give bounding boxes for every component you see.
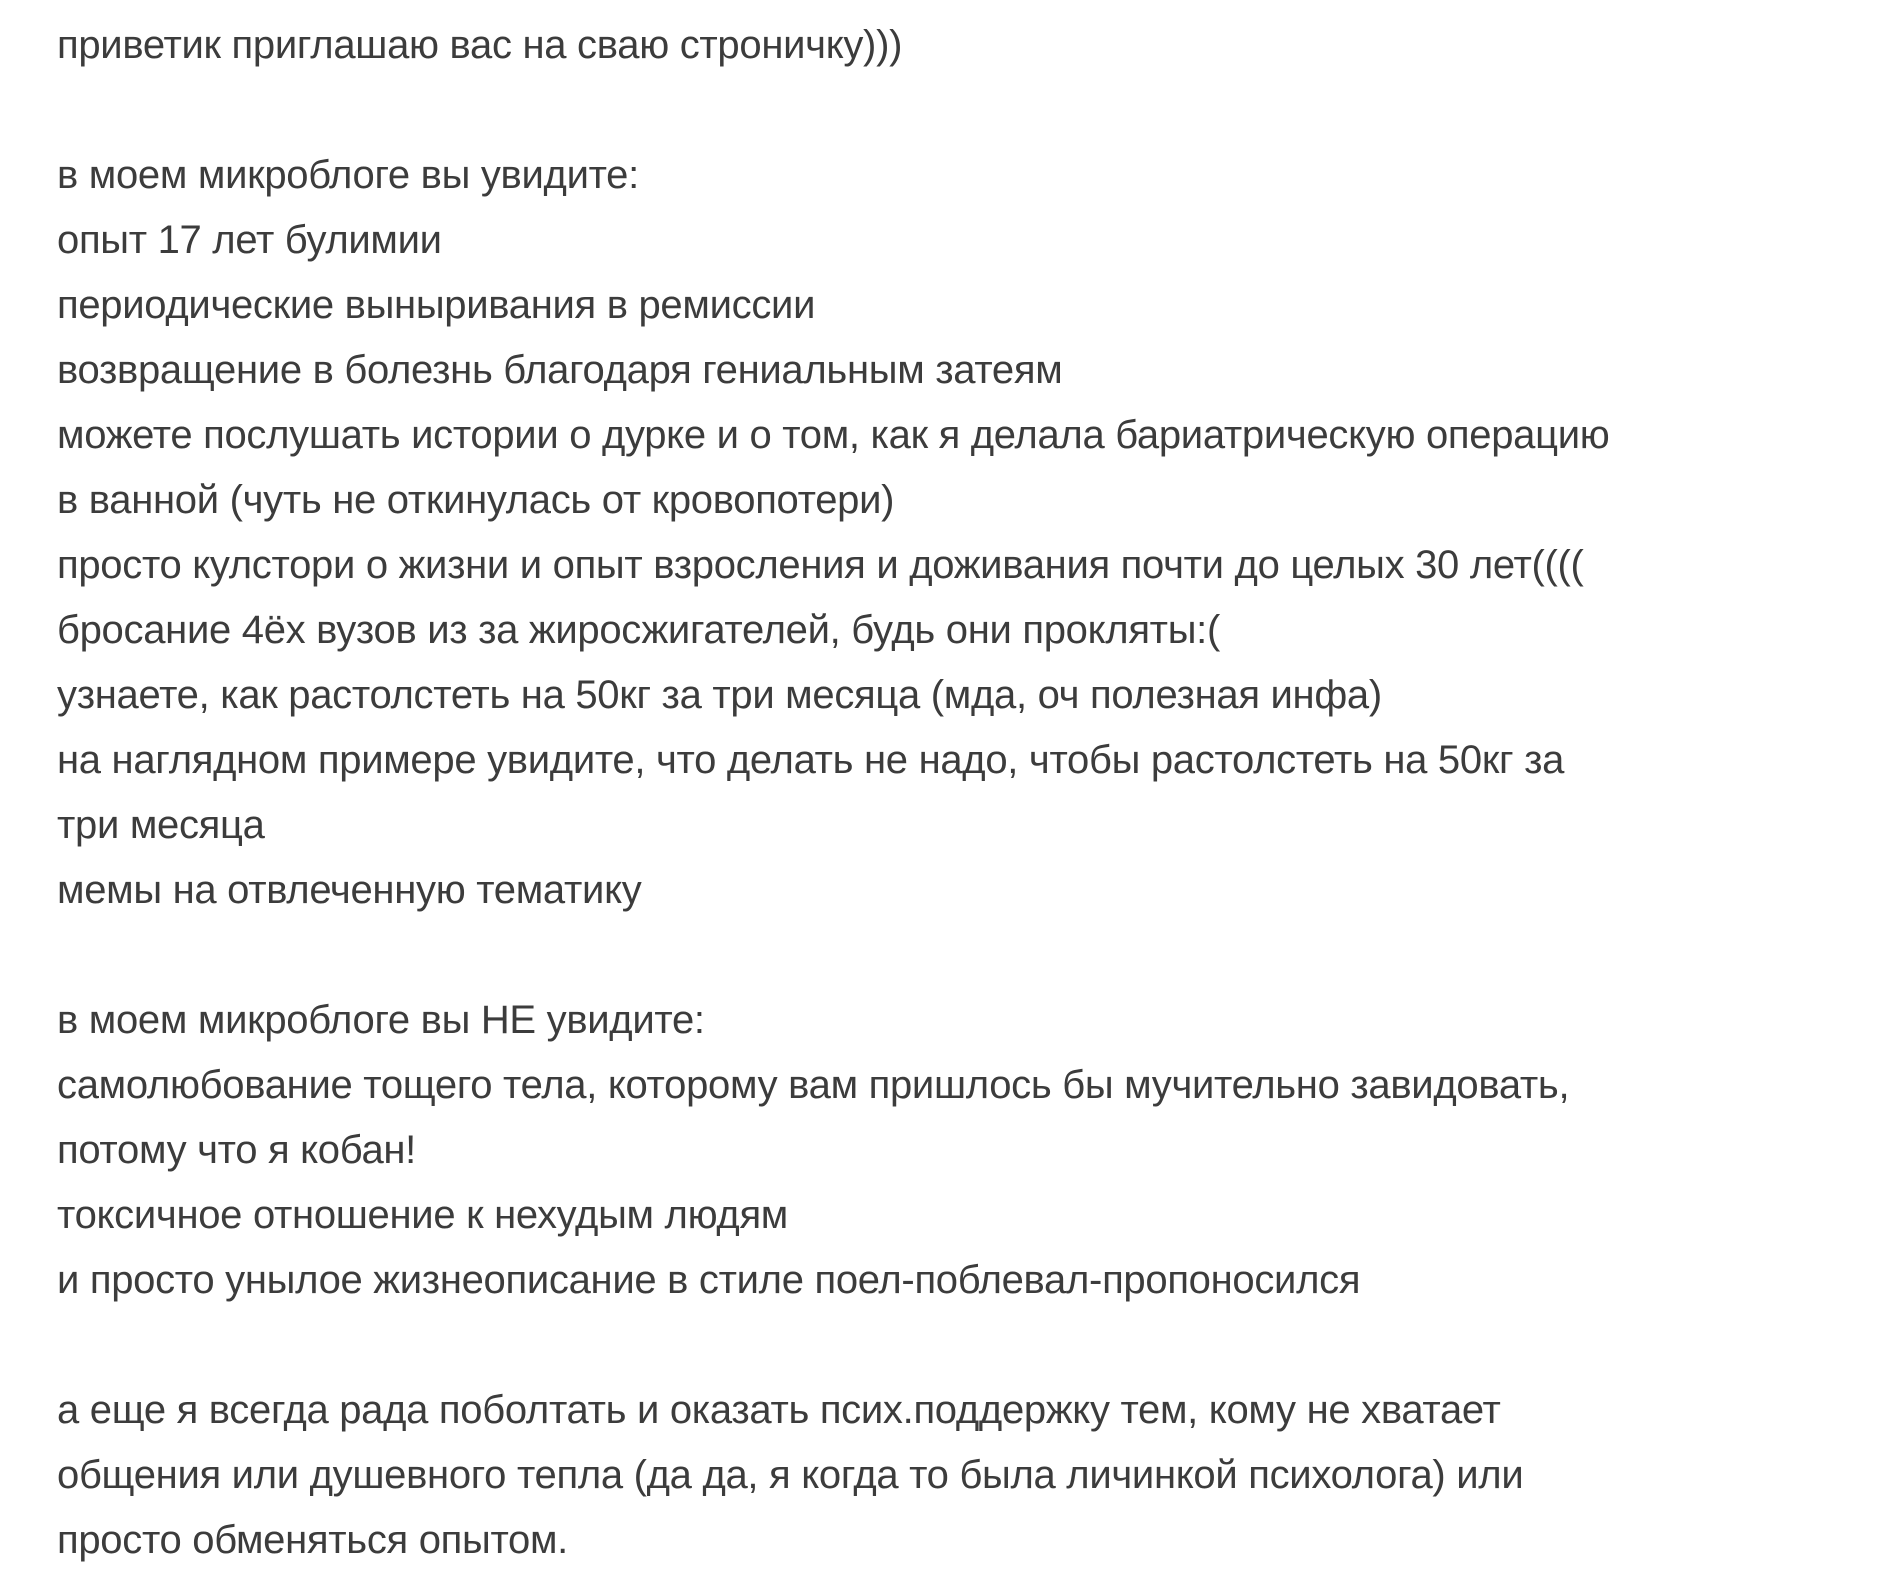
blog-will-not-see-paragraph [57, 988, 1880, 1313]
text-line: общения или душевного тепла (да да, я когда то была личинкой психолога) или [57, 1453, 1524, 1497]
text-line: три месяца [57, 803, 265, 847]
text-line: можете послушать истории о дурке и о том, как я делала бариатрическую операцию [57, 413, 1610, 457]
greeting-paragraph [57, 13, 1880, 78]
text-line: просто обменяться опытом. [57, 1518, 568, 1562]
text-line: на наглядном примере увидите, что делать не надо, чтобы растолстеть на 50кг за [57, 738, 1565, 782]
text-line: мемы на отвлеченную тематику [57, 868, 642, 912]
text-line: приветик приглашаю вас на сваю строничку))) [57, 23, 903, 67]
text-line: бросание 4ёх вузов из за жиросжигателей, будь они прокляты:( [57, 608, 1220, 652]
text-line: в моем микроблоге вы увидите: [57, 153, 639, 197]
text-line: потому что я кобан! [57, 1128, 416, 1172]
text-line: а еще я всегда рада поболтать и оказать псих.поддержку тем, кому не хватает [57, 1388, 1501, 1432]
closing-paragraph [57, 1378, 1880, 1573]
text-line: просто кулстори о жизни и опыт взросления и доживания почти до целых 30 лет(((( [57, 543, 1584, 587]
text-line: возвращение в болезнь благодаря гениальным затеям [57, 348, 1063, 392]
text-line: и просто унылое жизнеописание в стиле поел-поблевал-пропоносился [57, 1258, 1361, 1302]
text-line: опыт 17 лет булимии [57, 218, 442, 262]
text-line: в моем микроблоге вы НЕ увидите: [57, 998, 705, 1042]
text-line: токсичное отношение к нехудым людям [57, 1193, 789, 1237]
text-line: узнаете, как растолстеть на 50кг за три месяца (мда, оч полезная инфа) [57, 673, 1382, 717]
text-line: самолюбование тощего тела, которому вам пришлось бы мучительно завидовать, [57, 1063, 1570, 1107]
blog-will-see-paragraph [57, 143, 1880, 923]
text-line: в ванной (чуть не откинулась от кровопотери) [57, 478, 895, 522]
text-line: периодические выныривания в ремиссии [57, 283, 816, 327]
